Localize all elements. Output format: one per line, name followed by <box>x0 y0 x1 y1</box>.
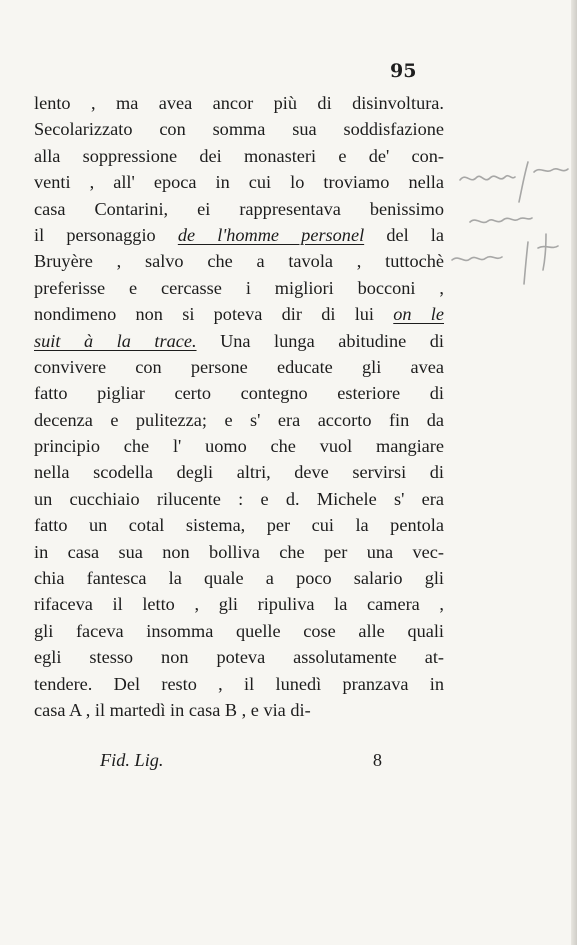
text-line: casa A , il martedì in casa B , e via di- <box>34 699 311 720</box>
marginalia-scribble-icon <box>430 150 577 310</box>
text-line: il personaggio de l'homme personel del la <box>34 224 444 245</box>
text-line: fatto pigliar certo contegno esteriore di <box>34 383 444 404</box>
gathering-number: 8 <box>372 750 382 770</box>
text-line: egli stesso non poteva assolutamente at- <box>34 647 444 668</box>
text-line: tendere. Del resto , il lunedì pranzava in <box>34 673 444 694</box>
body-text <box>34 90 444 723</box>
text-line: lento , ma avea ancor più di disinvoltura. <box>34 93 444 113</box>
italic-phrase: suit à la trace. <box>34 330 197 351</box>
text-line: Bruyère , salvo che a tavola , tuttochè <box>34 251 444 272</box>
text-line: un cucchiaio rilucente : e d. Michele s' era <box>34 488 444 509</box>
text-line: nella scodella degli altri, deve servirsi di <box>34 462 444 483</box>
text-line: convivere con persone educate gli avea <box>34 356 444 377</box>
text-line: Secolarizzato con somma sua soddisfazione <box>34 119 444 140</box>
handwritten-marginalia <box>430 150 577 310</box>
text-line: venti , all' epoca in cui lo troviamo nella <box>34 172 444 193</box>
text-line: preferisse e cercasse i migliori bocconi , <box>34 277 444 298</box>
signature-mark: Fid. Lig. <box>100 750 164 770</box>
text-line: gli faceva insomma quelle cose alle quali <box>34 620 444 641</box>
text-line: decenza e pulitezza; e s' era accorto fin da <box>34 409 444 430</box>
italic-phrase: on le <box>393 304 445 325</box>
text-line: suit à la trace. Una lunga abitudine di <box>34 330 444 351</box>
text-line: casa Contarini, ei rappresentava benissimo <box>34 198 444 219</box>
page-edge-shadow <box>571 0 577 945</box>
text-line: fatto un cotal sistema, per cui la pentola <box>34 515 444 536</box>
text-line: alla soppressione dei monasteri e de' con- <box>34 145 444 166</box>
text-line: rifaceva il letto , gli ripuliva la camera , <box>34 594 444 615</box>
signature-line <box>100 750 382 771</box>
text-line: principio che l' uomo che vuol mangiare <box>34 436 444 457</box>
italic-phrase: de l'homme personel <box>177 224 365 245</box>
page-number: 95 <box>390 60 417 82</box>
text-line: chia fantesca la quale a poco salario gli <box>34 568 444 589</box>
text-line: in casa sua non bolliva che per una vec- <box>34 541 444 562</box>
text-line: nondimeno non si poteva dir di lui on le <box>34 304 445 325</box>
